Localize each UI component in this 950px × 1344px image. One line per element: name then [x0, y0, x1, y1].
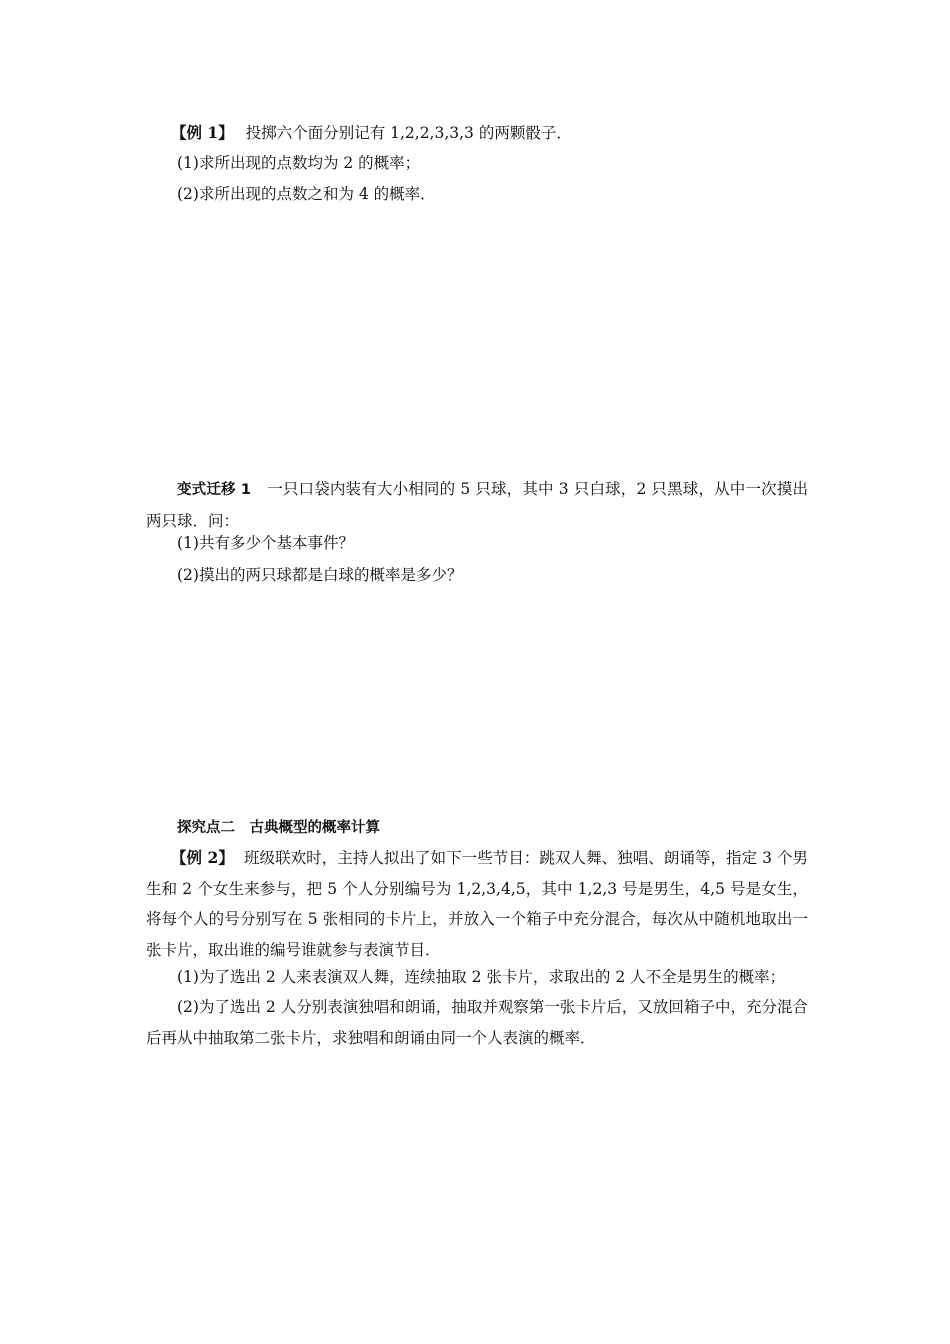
example2-stem: 班级联欢时，主持人拟出了如下一些节目：跳双人舞、独唱、朗诵等，指定 3 个男生和 2 个女生来参与，把 5 个人分别编号为 1,2,3,4,5，其中 1,2,3 号是男生，4,5 号是女生，将每个人的号分别写在 5 张相同的卡片上，并放入一个箱子中充分混合，每次从中随机地取出一张卡片，取出谁的编号谁就参与表演节目．: [146, 849, 809, 959]
example1-tag: 【例 1】: [171, 123, 234, 142]
example2-tag: 【例 2】: [171, 848, 234, 867]
variant1-question-1: (1)共有多少个基本事件？: [177, 534, 354, 552]
example1-line: [171, 123, 572, 143]
variant1-stem: 一只口袋内装有大小相同的 5 只球，其中 3 只白球，2 只黑球，从中一次摸出两只球．问：: [146, 480, 808, 530]
example2-question-2: (2)为了选出 2 人分别表演独唱和朗诵，抽取并观察第一张卡片后，又放回箱子中，充分混合后再从中抽取第二张卡片，求独唱和朗诵由同一个人表演的概率．: [146, 998, 808, 1047]
variant1-paragraph: [146, 474, 808, 536]
variant1-tag: 变式迁移 1: [177, 482, 252, 498]
example2-question-1: (1)为了选出 2 人来表演双人舞，连续抽取 2 张卡片，求取出的 2 人不全是男生的概率；: [177, 968, 786, 986]
example1-question-1: (1)求所出现的点数均为 2 的概率；: [177, 154, 421, 172]
example1-question-2: (2)求所出现的点数之和为 4 的概率．: [177, 185, 436, 203]
example2-paragraph: [146, 843, 808, 965]
section-heading: 探究点二 古典概型的概率计算: [177, 820, 380, 836]
variant1-question-2: (2)摸出的两只球都是白球的概率是多少？: [177, 566, 463, 584]
example1-stem: 投掷六个面分别记有 1,2,2,3,3,3 的两颗骰子．: [245, 124, 572, 142]
